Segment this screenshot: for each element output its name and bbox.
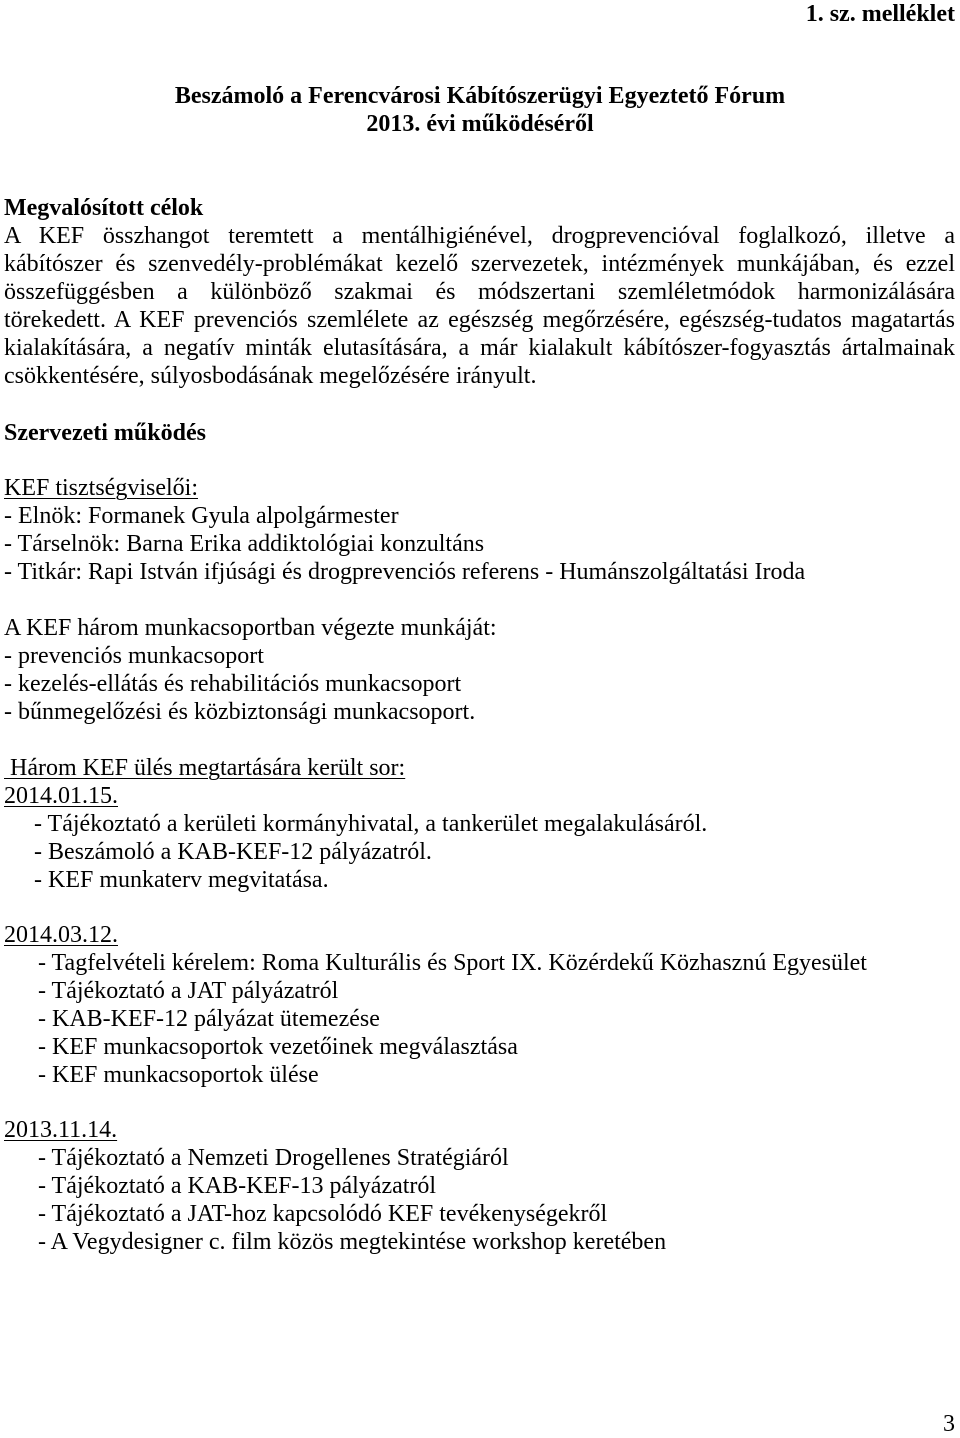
goals-paragraph-line: kialakítására, a negatív minták elutasítására, a már kialakult kábítószer-fogyasztás ártalmainak	[4, 335, 955, 361]
organization-heading: Szervezeti működés	[4, 420, 206, 446]
meeting-session	[4, 921, 867, 1089]
goals-paragraph-line: A KEF összhangot teremtett a mentálhigiénével, drogprevencióval foglalkozó, illetve a	[4, 223, 955, 249]
officer-item: - Titkár: Rapi István ifjúsági és drogprevenciós referens - Humánszolgáltatási Iroda	[4, 559, 806, 585]
annex-label: 1. sz. melléklet	[805, 1, 955, 27]
session-date: 2014.03.12.	[4, 922, 118, 948]
session-item: - KEF munkacsoportok vezetőinek megválasztása	[38, 1034, 518, 1060]
workgroups-intro: A KEF három munkacsoportban végezte munkáját:	[4, 615, 497, 641]
workgroup-item: - bűnmegelőzési és közbiztonsági munkacsoport.	[4, 699, 476, 725]
title-line-1: Beszámoló a Ferencvárosi Kábítószerügyi Egyeztető Fórum	[174, 83, 786, 109]
goals-paragraph-line: összefüggésben a különböző szakmai és módszertani szemléletmódok harmonizálására	[4, 279, 955, 305]
document-title	[0, 82, 960, 138]
session-item: - KAB-KEF-12 pályázat ütemezése	[38, 1006, 380, 1032]
workgroups-list	[4, 614, 497, 726]
page-number: 3	[943, 1411, 955, 1437]
session-date: 2013.11.14.	[4, 1117, 118, 1143]
session-item: - Tájékoztató a JAT pályázatról	[38, 978, 339, 1004]
session-item: - Beszámoló a KAB-KEF-12 pályázatról.	[34, 839, 432, 865]
goals-section	[4, 194, 955, 390]
session-item: - Tájékoztató a kerületi kormányhivatal, a tankerület megalakulásáról.	[34, 811, 708, 837]
title-line-2: 2013. évi működéséről	[366, 111, 594, 137]
goals-paragraph-line: csökkentésére, súlyosbodásának megelőzésére irányult.	[4, 363, 537, 389]
goals-paragraph-line: törekedett. A KEF prevenciós szemlélete az egészség megőrzésére, egészség-tudatos magatartás	[4, 307, 955, 333]
workgroup-item: - kezelés-ellátás és rehabilitációs munkacsoport	[4, 671, 462, 697]
session-item: - Tájékoztató a KAB-KEF-13 pályázatról	[38, 1173, 437, 1199]
session-item: - Tájékoztató a Nemzeti Drogellenes Stratégiáról	[38, 1145, 509, 1171]
meeting-session	[4, 754, 707, 894]
officers-label: KEF tisztségviselői:	[4, 475, 198, 501]
workgroup-item: - prevenciós munkacsoport	[4, 643, 264, 669]
session-item: - KEF munkacsoportok ülése	[38, 1062, 319, 1088]
meeting-session	[4, 1116, 666, 1256]
goals-paragraph-line: kábítószer és szenvedély-problémákat kezelő szervezetek, intézmények munkájában, és ezzel	[4, 251, 955, 277]
officer-item: - Társelnök: Barna Erika addiktológiai konzultáns	[4, 531, 485, 557]
session-item: - Tájékoztató a JAT-hoz kapcsolódó KEF tevékenységekről	[38, 1201, 608, 1227]
session-item: - KEF munkaterv megvitatása.	[34, 867, 329, 893]
session-date: 2014.01.15.	[4, 783, 118, 809]
officer-item: - Elnök: Formanek Gyula alpolgármester	[4, 503, 399, 529]
session-item: - Tagfelvételi kérelem: Roma Kulturális és Sport IX. Közérdekű Közhasznú Egyesület	[38, 950, 867, 976]
meetings-intro: Három KEF ülés megtartására került sor:	[4, 755, 406, 781]
goals-heading: Megvalósított célok	[4, 195, 204, 221]
session-item: - A Vegydesigner c. film közös megtekintése workshop keretében	[38, 1229, 667, 1255]
officers-list	[4, 474, 805, 586]
